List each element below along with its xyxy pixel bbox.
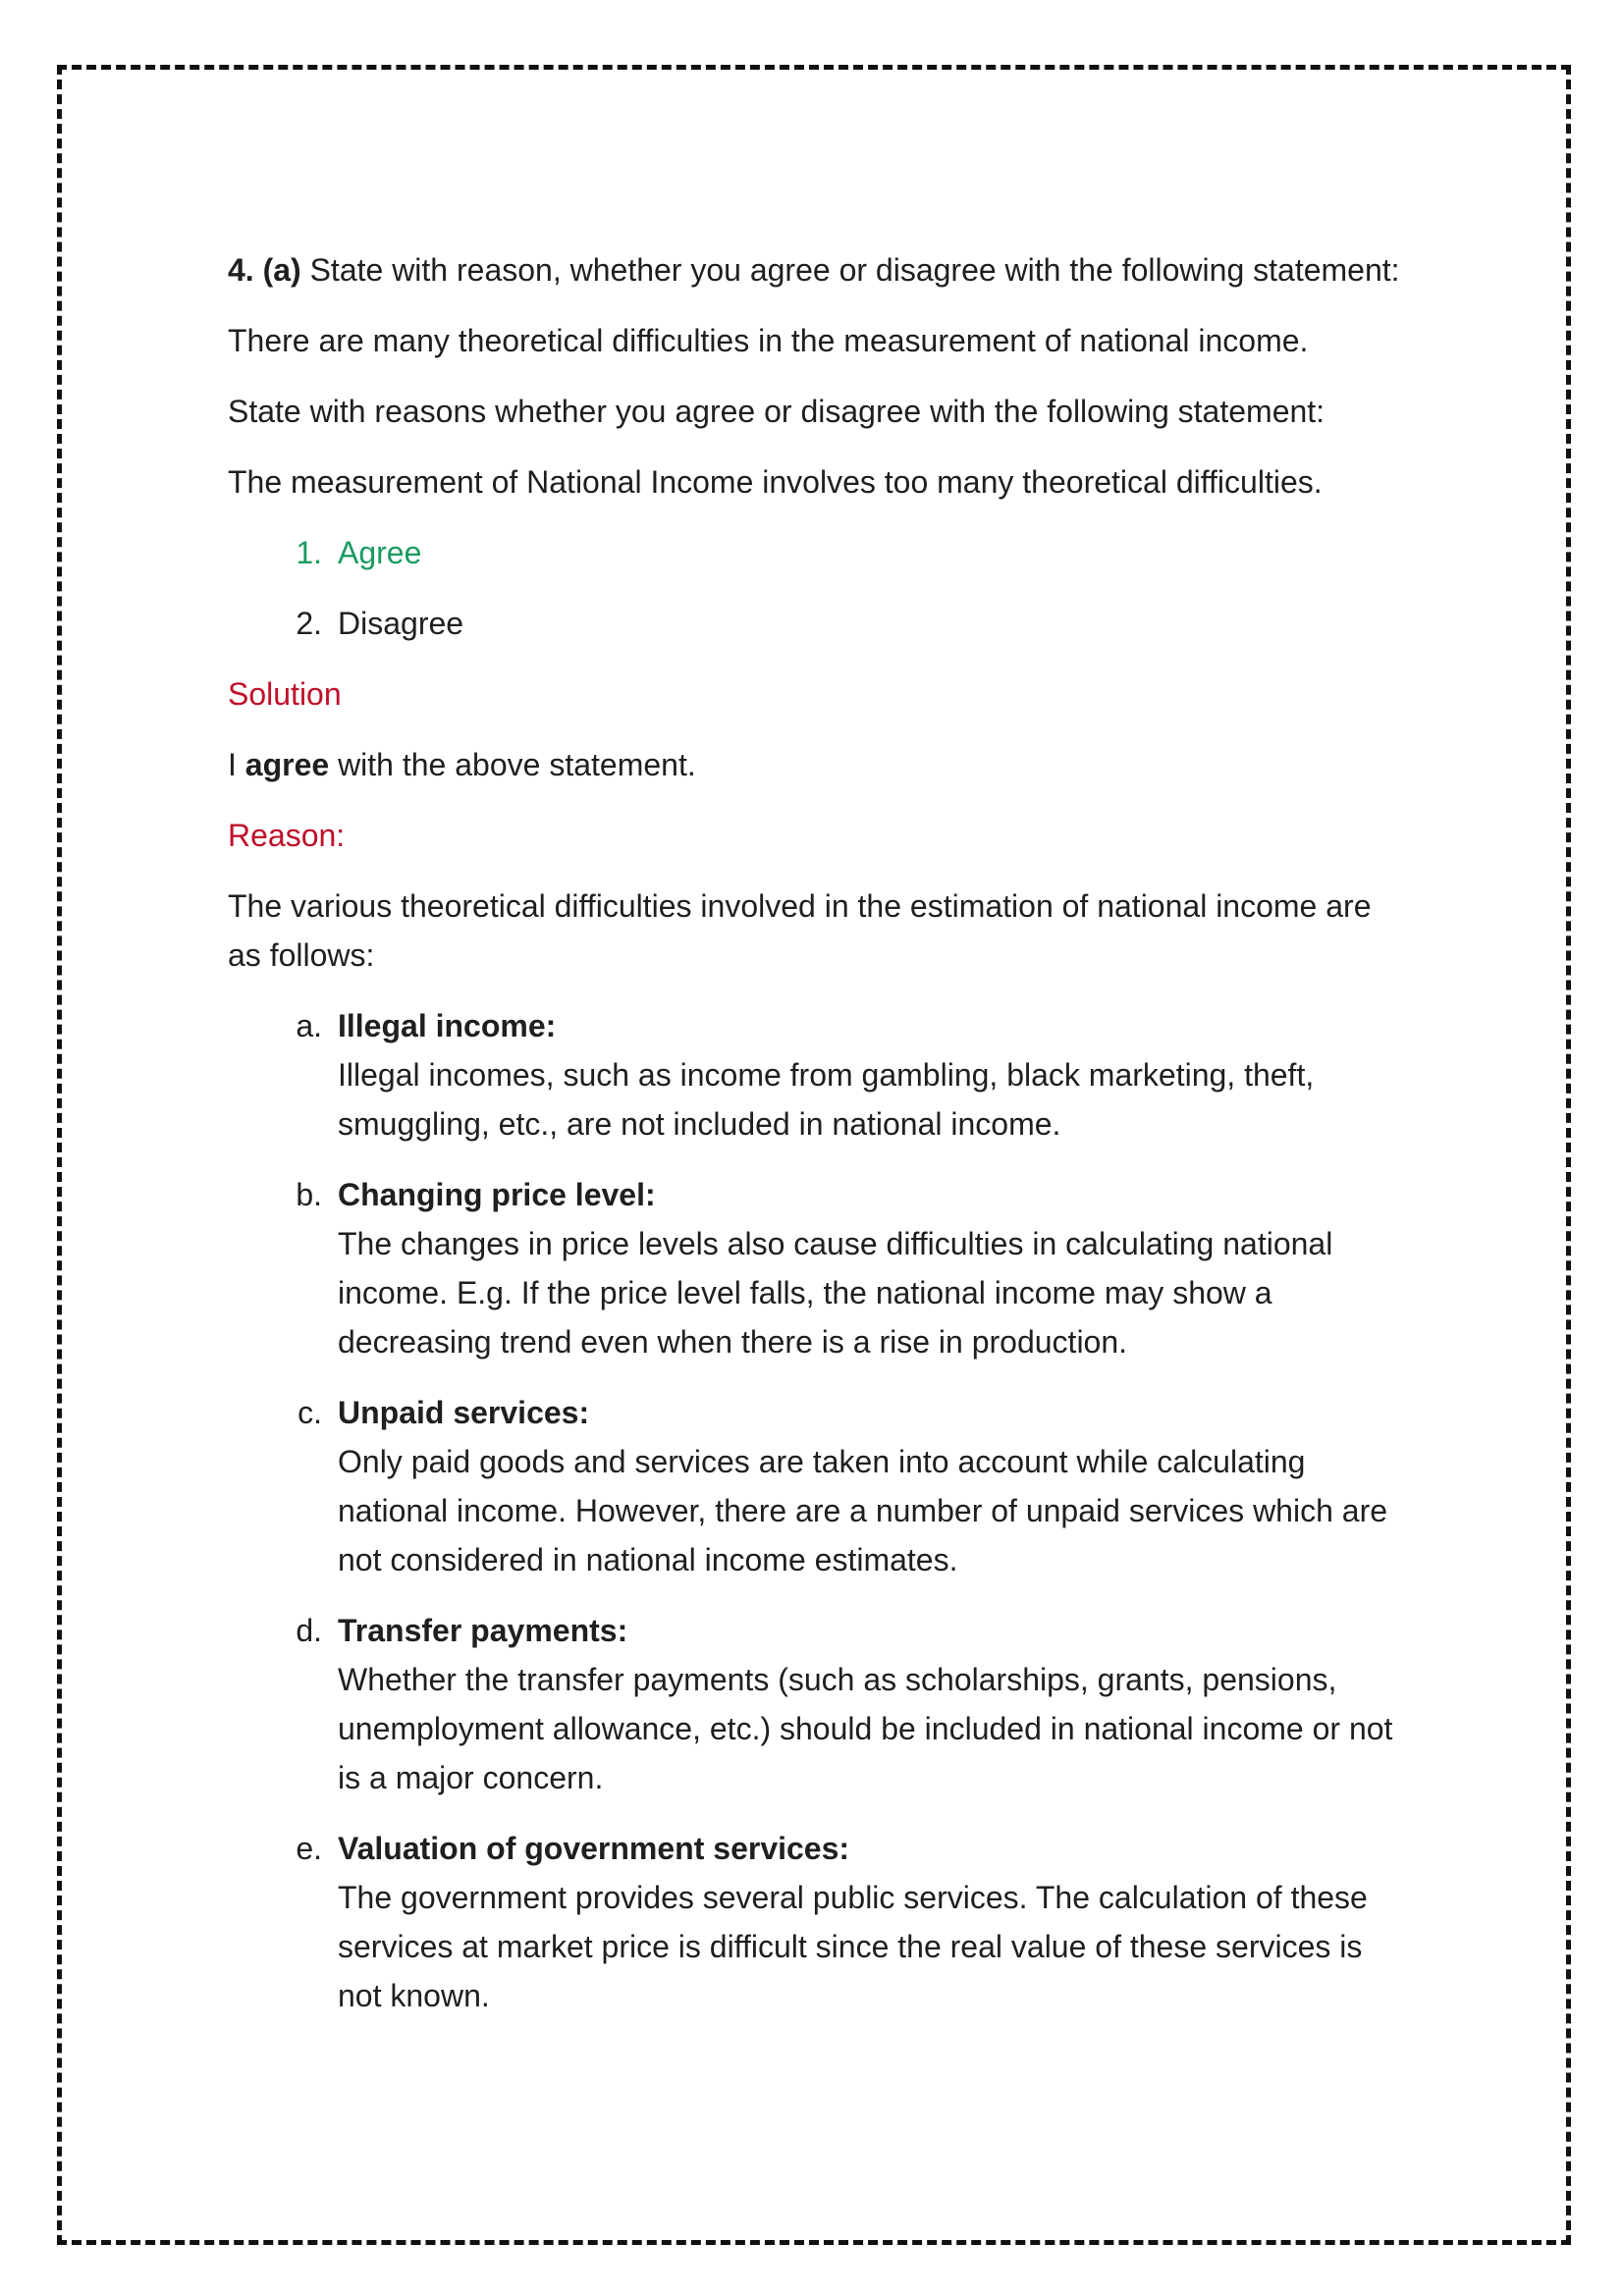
reason-text: The government provides several public services. The calculation of these services at market price is difficult since the real value of these services is not known. <box>338 1880 1368 2013</box>
reason-title: Unpaid services: <box>338 1395 590 1430</box>
reason-title: Valuation of government services: <box>338 1831 850 1866</box>
question-prompt <box>228 245 1406 294</box>
answer-options <box>228 528 1406 648</box>
reason-item <box>228 1170 1406 1366</box>
option-label: Agree <box>338 535 422 570</box>
reason-list <box>228 1001 1406 2020</box>
reason-title: Changing price level: <box>338 1177 656 1212</box>
reason-marker: e. <box>296 1831 322 1866</box>
option-marker: 2. <box>296 606 322 641</box>
reason-text: Illegal incomes, such as income from gambling, black marketing, theft, smuggling, etc., are not included in national income. <box>338 1057 1315 1142</box>
reason-marker: c. <box>298 1395 322 1430</box>
question-alt-statement: The measurement of National Income involves too many theoretical difficulties. <box>228 464 1323 500</box>
reason-heading: Reason: <box>228 818 346 853</box>
answer-prefix: I <box>228 747 245 782</box>
reason-marker: b. <box>296 1177 322 1212</box>
question-statement: There are many theoretical difficulties in the measurement of national income. <box>228 323 1309 358</box>
option-agree <box>228 528 1406 577</box>
answer-suffix: with the above statement. <box>329 747 696 782</box>
reason-item <box>228 1001 1406 1148</box>
solution-answer <box>228 740 1406 789</box>
reason-marker: d. <box>296 1613 322 1648</box>
reason-text: Whether the transfer payments (such as scholarships, grants, pensions, unemployment allowance, etc.) should be included in national income or not is a major concern. <box>338 1662 1393 1795</box>
option-marker: 1. <box>296 535 322 570</box>
answer-bold: agree <box>244 747 330 782</box>
reason-title: Transfer payments: <box>338 1613 628 1648</box>
question-alt-prompt: State with reasons whether you agree or disagree with the following statement: <box>228 394 1325 429</box>
reason-body <box>322 1388 1406 1584</box>
reason-item <box>228 1606 1406 1802</box>
reason-body <box>322 1001 1406 1148</box>
option-disagree <box>228 599 1406 648</box>
document-content <box>228 245 1406 2042</box>
question-number: 4. (a) <box>228 252 301 288</box>
reason-body <box>322 1170 1406 1366</box>
solution-heading: Solution <box>228 676 342 712</box>
reason-text: Only paid goods and services are taken into account while calculating national income. However, there are a number of unpaid services which are not considered in national income estimates. <box>338 1444 1388 1577</box>
reason-body <box>322 1824 1406 2020</box>
reason-marker: a. <box>296 1008 322 1043</box>
reason-item <box>228 1824 1406 2020</box>
reason-body <box>322 1606 1406 1802</box>
option-label: Disagree <box>338 606 464 641</box>
reason-title: Illegal income: <box>338 1008 557 1043</box>
reason-text: The changes in price levels also cause difficulties in calculating national income. E.g. If the price level falls, the national income may show a decreasing trend even when there is a rise in production. <box>338 1226 1333 1360</box>
reason-intro: The various theoretical difficulties involved in the estimation of national income are as follows: <box>228 888 1372 973</box>
reason-item <box>228 1388 1406 1584</box>
question-prompt-text: State with reason, whether you agree or disagree with the following statement: <box>309 252 1400 288</box>
